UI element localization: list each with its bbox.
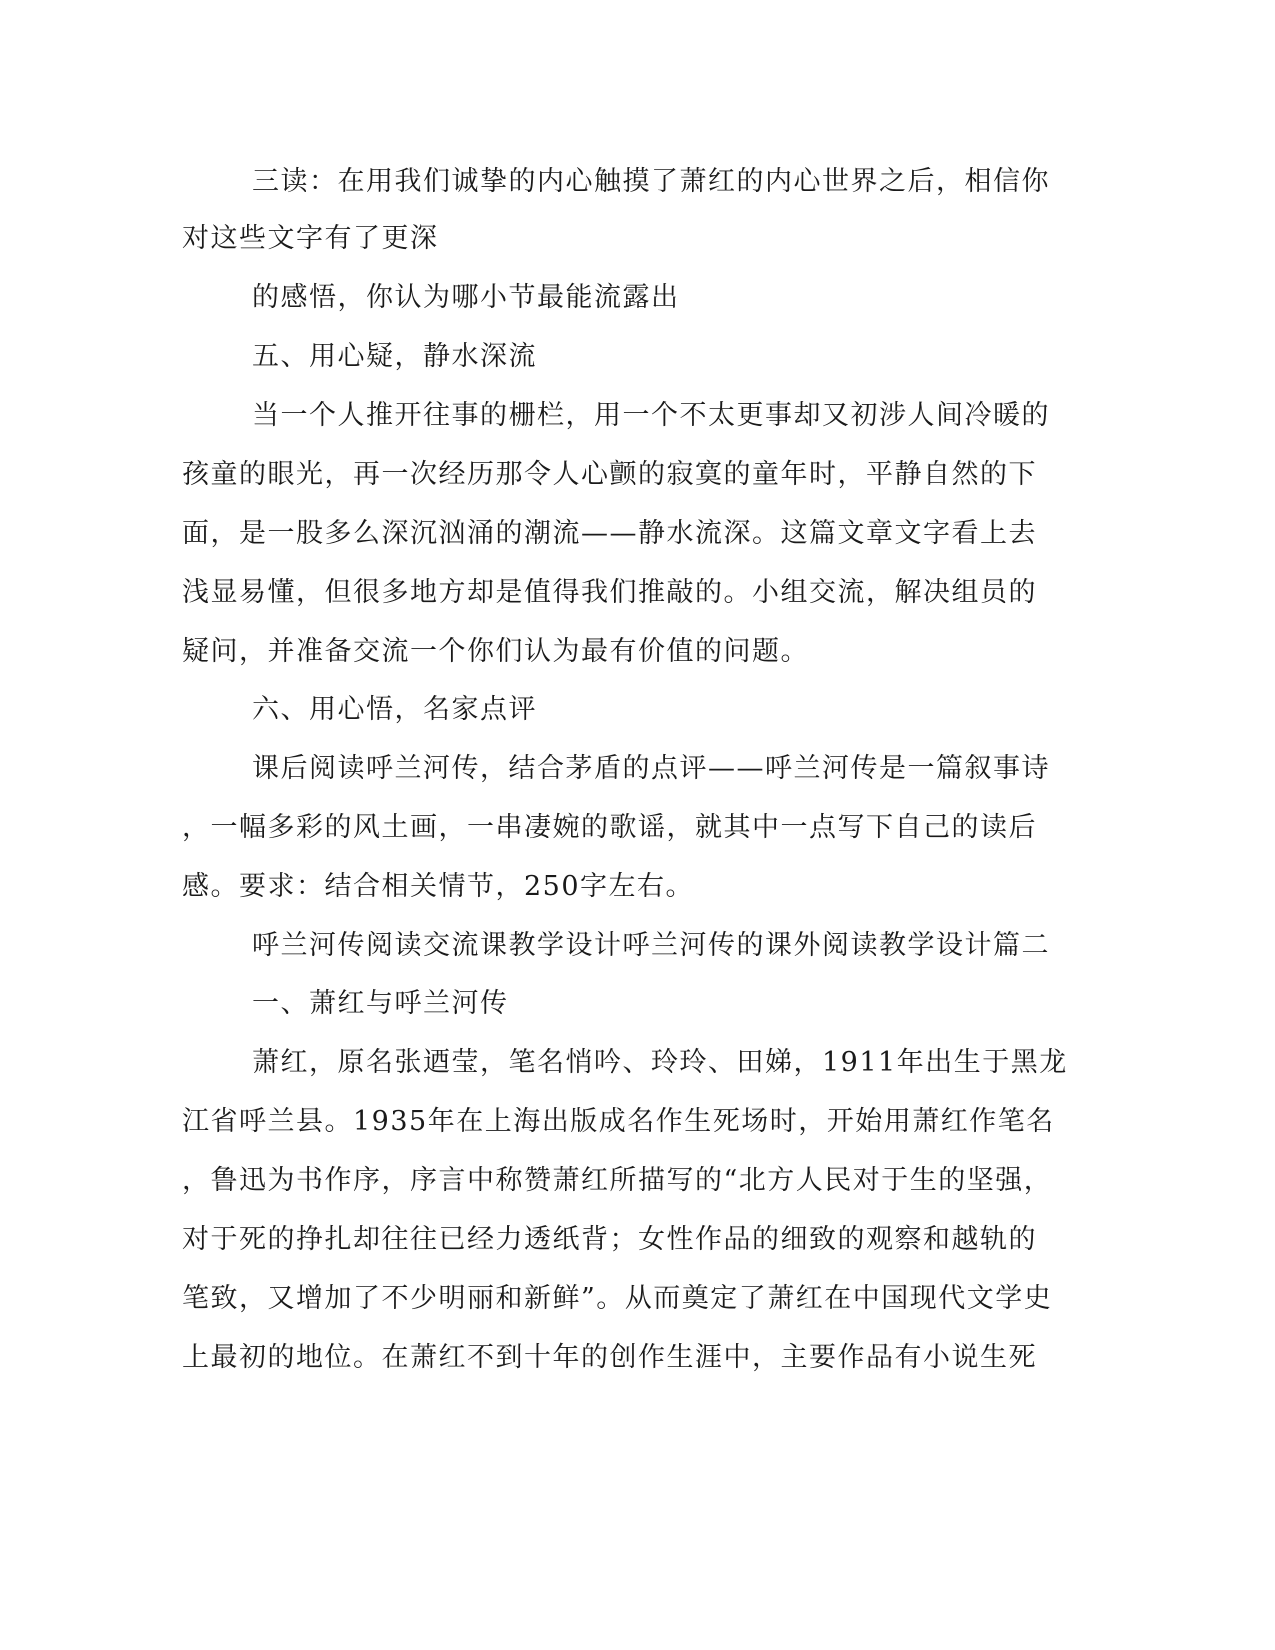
text-line: 的感悟，你认为哪小节最能流露出 [252,282,680,313]
text-line: 课后阅读呼兰河传，结合茅盾的点评——呼兰河传是一篇叙事诗 [252,753,1050,784]
text-line: 萧红，原名张迺莹，笔名悄吟、玲玲、田娣，1911年出生于黑龙 [252,1047,1068,1078]
text-line: ，一幅多彩的风土画，一串凄婉的歌谣，就其中一点写下自己的读后 [182,812,1037,843]
section-heading: 五、用心疑，静水深流 [252,341,537,372]
text-line: 对这些文字有了更深 [182,223,439,254]
article-title: 呼兰河传阅读交流课教学设计呼兰河传的课外阅读教学设计篇二 [252,930,1050,961]
text-line: ，鲁迅为书作序，序言中称赞萧红所描写的“北方人民对于生的坚强， [182,1165,1053,1196]
text-line: 当一个人推开往事的栅栏，用一个不太更事却又初涉人间冷暖的 [252,400,1050,431]
text-line: 面，是一股多么深沉汹涌的潮流——静水流深。这篇文章文字看上去 [182,518,1037,549]
text-line: 孩童的眼光，再一次经历那令人心颤的寂寞的童年时，平静自然的下 [182,459,1037,490]
text-line: 笔致，又增加了不少明丽和新鲜”。从而奠定了萧红在中国现代文学史 [182,1283,1053,1314]
text-line: 上最初的地位。在萧红不到十年的创作生涯中，主要作品有小说生死 [182,1342,1037,1373]
section-heading: 一、萧红与呼兰河传 [252,988,509,1019]
section-heading: 六、用心悟，名家点评 [252,694,537,725]
text-line: 浅显易懂，但很多地方却是值得我们推敲的。小组交流，解决组员的 [182,577,1037,608]
text-line: 三读：在用我们诚挚的内心触摸了萧红的内心世界之后，相信你 [252,166,1050,197]
text-line: 江省呼兰县。1935年在上海出版成名作生死场时，开始用萧红作笔名 [182,1106,1055,1137]
text-line: 疑问，并准备交流一个你们认为最有价值的问题。 [182,636,809,667]
text-line: 感。要求：结合相关情节，250字左右。 [182,871,695,902]
text-line: 对于死的挣扎却往往已经力透纸背；女性作品的细致的观察和越轨的 [182,1224,1037,1255]
